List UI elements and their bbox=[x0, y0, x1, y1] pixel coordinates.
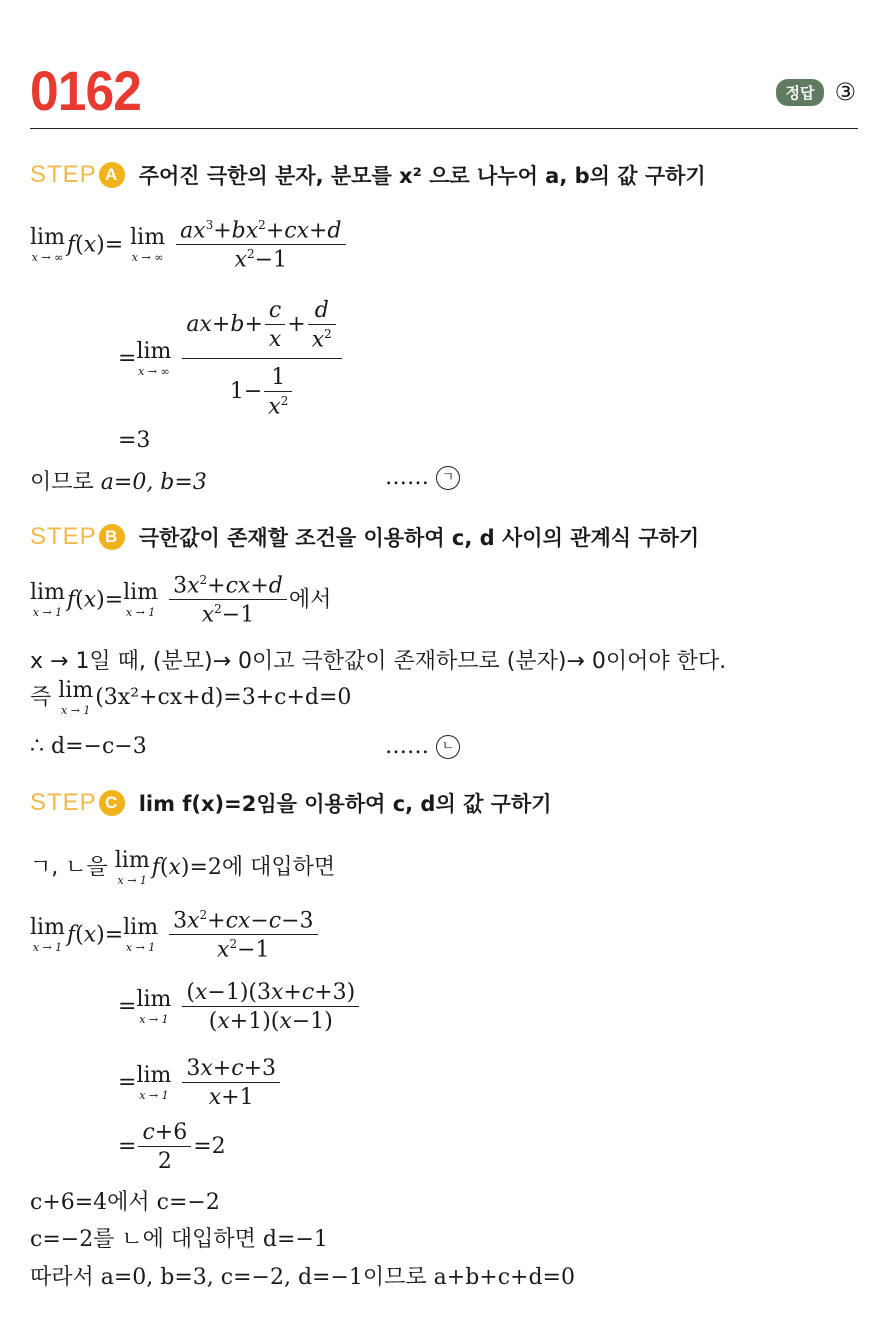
step-c-line-a: c+6=4에서 c=−2 bbox=[30, 1190, 220, 1215]
mark-1-ref: …… ㄱ bbox=[385, 465, 460, 490]
mark-1: ㄱ bbox=[436, 466, 460, 490]
mark-2-ref: …… ㄴ bbox=[385, 734, 460, 759]
answer-box bbox=[776, 78, 857, 106]
step-a-letter: A bbox=[99, 162, 125, 188]
step-b-title: 극한값이 존재할 조건을 이용하여 c, d 사이의 관계식 구하기 bbox=[138, 526, 700, 550]
step-b-eq1: lim x → 1 f(x)= lim x → 1 $\frac{3x^2+cx+d}{x^2-1}$ 에서 bbox=[30, 573, 332, 628]
step-b-line2: x → 1일 때, (분모)→ 0이고 극한값이 존재하므로 (분자)→ 0이어야 한다. bbox=[30, 649, 727, 674]
step-b-tag: STEP B bbox=[30, 523, 125, 551]
step-a-eq2: = lim x → ∞ ax+b+ $\frac{c}{x}$ + $\frac{d}{x^2}$ 1− $\frac{1}{x^2}$ bbox=[118, 298, 344, 420]
step-a-eq3: =3 bbox=[118, 428, 151, 453]
step-a-eq1: lim x → ∞ f(x)= lim x → ∞ $\frac{ax^3+bx^2+cx+d}{x^2-1}$ bbox=[30, 218, 348, 273]
step-c-eq1: lim x → 1 f(x)= lim x → 1 $\frac{3x^2+cx-c-3}{x^2-1}$ bbox=[30, 908, 320, 963]
header-divider bbox=[30, 128, 858, 129]
step-b-line3: 즉 lim x → 1 (3x²+cx+d)=3+c+d=0 bbox=[30, 678, 352, 717]
step-c-title: lim f(x)=2임을 이용하여 c, d의 값 구하기 bbox=[138, 792, 552, 816]
step-c-letter: C bbox=[99, 790, 125, 816]
step-c-eq4: = $\frac{c+6}{2}$ =2 bbox=[118, 1120, 226, 1174]
problem-number: 0162 bbox=[30, 59, 141, 122]
step-c-line-b: c=−2를 ㄴ에 대입하면 d=−1 bbox=[30, 1227, 328, 1252]
step-b-letter: B bbox=[99, 524, 125, 550]
step-a-tag: STEP A bbox=[30, 161, 125, 189]
step-a-heading bbox=[30, 160, 706, 190]
mark-2: ㄴ bbox=[436, 735, 460, 759]
step-c-tag: STEP C bbox=[30, 789, 125, 817]
step-b-line4: ∴ d=−c−3 bbox=[30, 734, 147, 759]
step-c-sub: ㄱ, ㄴ을 lim x → 1 f(x)=2에 대입하면 bbox=[30, 848, 336, 887]
step-a-title: 주어진 극한의 분자, 분모를 x² 으로 나누어 a, b의 값 구하기 bbox=[138, 164, 706, 188]
answer-badge: 정답 bbox=[776, 79, 825, 106]
step-c-eq2: = lim x → 1 $\frac{(x-1)(3x+c+3)}{(x+1)(x-1)}$ bbox=[118, 980, 361, 1034]
answer-value: ③ bbox=[834, 78, 856, 106]
step-c-line-c: 따라서 a=0, b=3, c=−2, d=−1이므로 a+b+c+d=0 bbox=[30, 1265, 575, 1290]
step-c-eq3: = lim x → 1 $\frac{3x+c+3}{x+1}$ bbox=[118, 1056, 282, 1110]
step-a-result: 이므로 a=0, b=3 bbox=[30, 470, 207, 495]
step-b-heading bbox=[30, 522, 699, 552]
step-c-heading bbox=[30, 788, 552, 818]
